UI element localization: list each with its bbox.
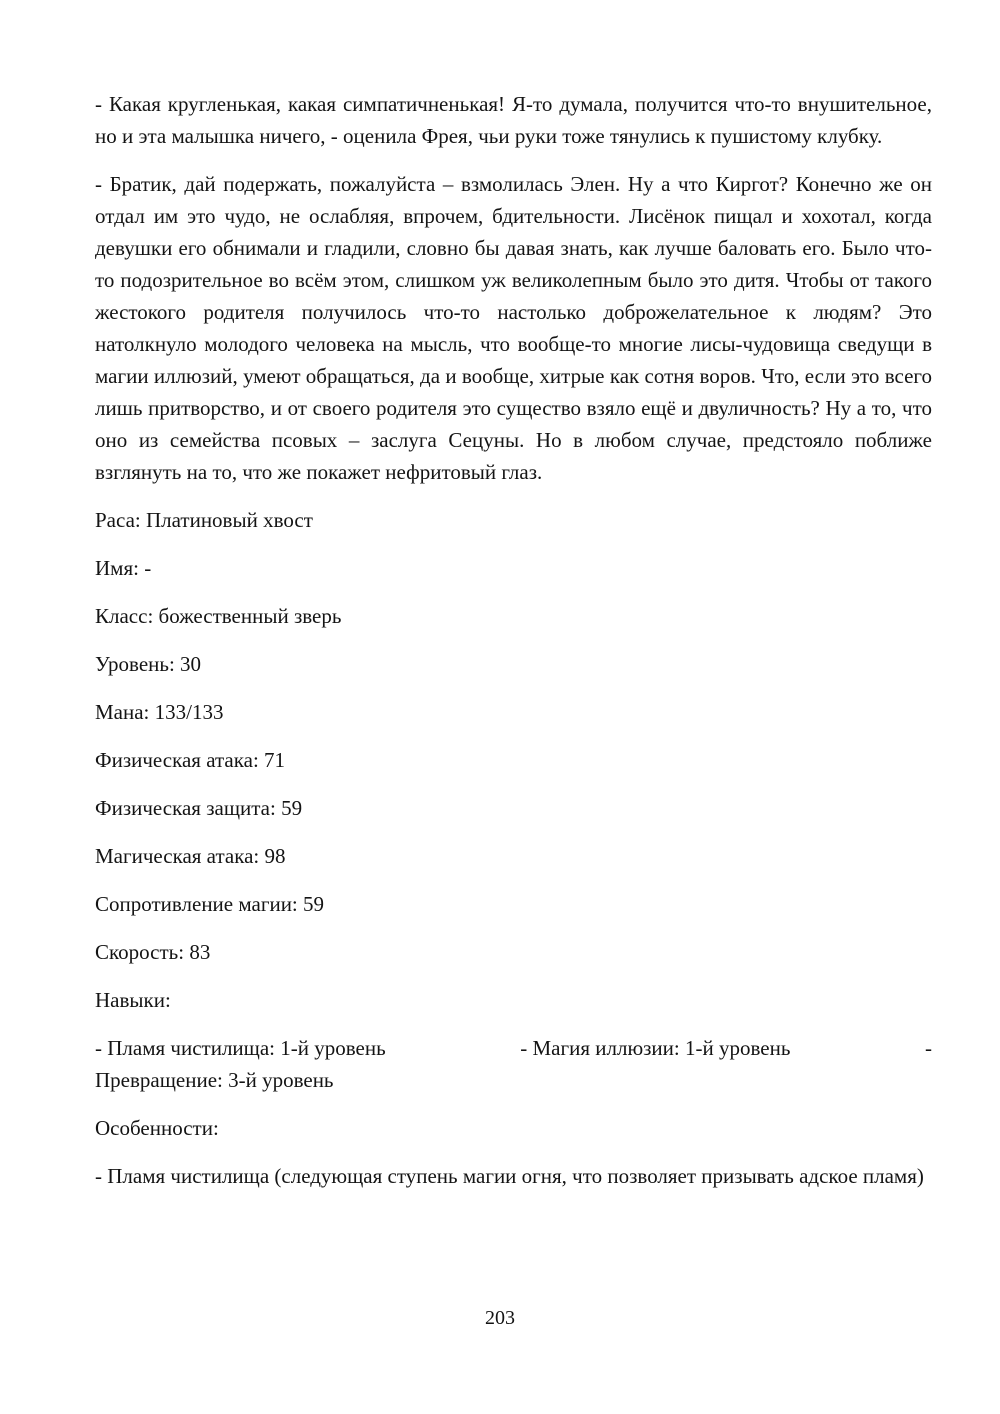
stat-level: Уровень: 30: [95, 652, 202, 676]
skills-heading: Навыки:: [95, 988, 171, 1012]
skill-transformation-marker: -: [925, 1036, 932, 1060]
stat-name: Имя: -: [95, 556, 152, 580]
stat-class: Класс: божественный зверь: [95, 604, 342, 628]
paragraph-dialogue-elen: - Братик, дай подержать, пожалуйста – взмолилась Элен. Ну а что Киргот? Конечно же он отдал им это чудо, не ослабляя, впрочем, бдительности. Лисёнок пищал и хохотал, когда девушки его обнимали и гладили, словно бы давая знать, как лучше баловать его. Было что-то подозрительное во всём этом, слишком уж великолепным было это дитя. Чтобы от такого жестокого родителя получилось что-то настолько доброжелательное к людям? Это натолкнуло молодого человека на мысль, что вообще-то многие лисы-чудовища сведущи в магии иллюзий, умеют обращаться, да и вообще, хитрые как сотня воров. Что, если это всего лишь притворство, и от своего родителя это существо взяло ещё и двуличность? Ну а то, что оно из семейства псовых – заслуга Сецуны. Но в любом случае, предстояло поближе взглянуть на то, что же покажет нефритовый глаз.: [95, 172, 932, 484]
stat-race: Раса: Платиновый хвост: [95, 508, 313, 532]
skills-line: [95, 1032, 932, 1064]
page-number: 203: [485, 1307, 515, 1329]
paragraph-dialogue-freya: - Какая кругленькая, какая симпатичненькая! Я-то думала, получится что-то внушительное, но и эта малышка ничего, - оценила Фрея, чьи руки тоже тянулись к пушистому клубку.: [95, 92, 932, 148]
feature-purgatory-flame-description: - Пламя чистилища (следующая ступень магии огня, что позволяет призывать адское пламя): [95, 1164, 924, 1188]
stat-physical-defense: Физическая защита: 59: [95, 796, 303, 820]
features-heading: Особенности:: [95, 1116, 219, 1140]
stat-speed: Скорость: 83: [95, 940, 211, 964]
stat-magic-resistance: Сопротивление магии: 59: [95, 892, 325, 916]
stat-mana: Мана: 133/133: [95, 700, 224, 724]
skill-transformation: Превращение: 3-й уровень: [95, 1068, 334, 1092]
stat-physical-attack: Физическая атака: 71: [95, 748, 286, 772]
skill-illusion-magic: - Магия иллюзии: 1-й уровень: [520, 1036, 791, 1060]
skill-purgatory-flame: - Пламя чистилища: 1-й уровень: [95, 1036, 386, 1060]
stat-magic-attack: Магическая атака: 98: [95, 844, 286, 868]
